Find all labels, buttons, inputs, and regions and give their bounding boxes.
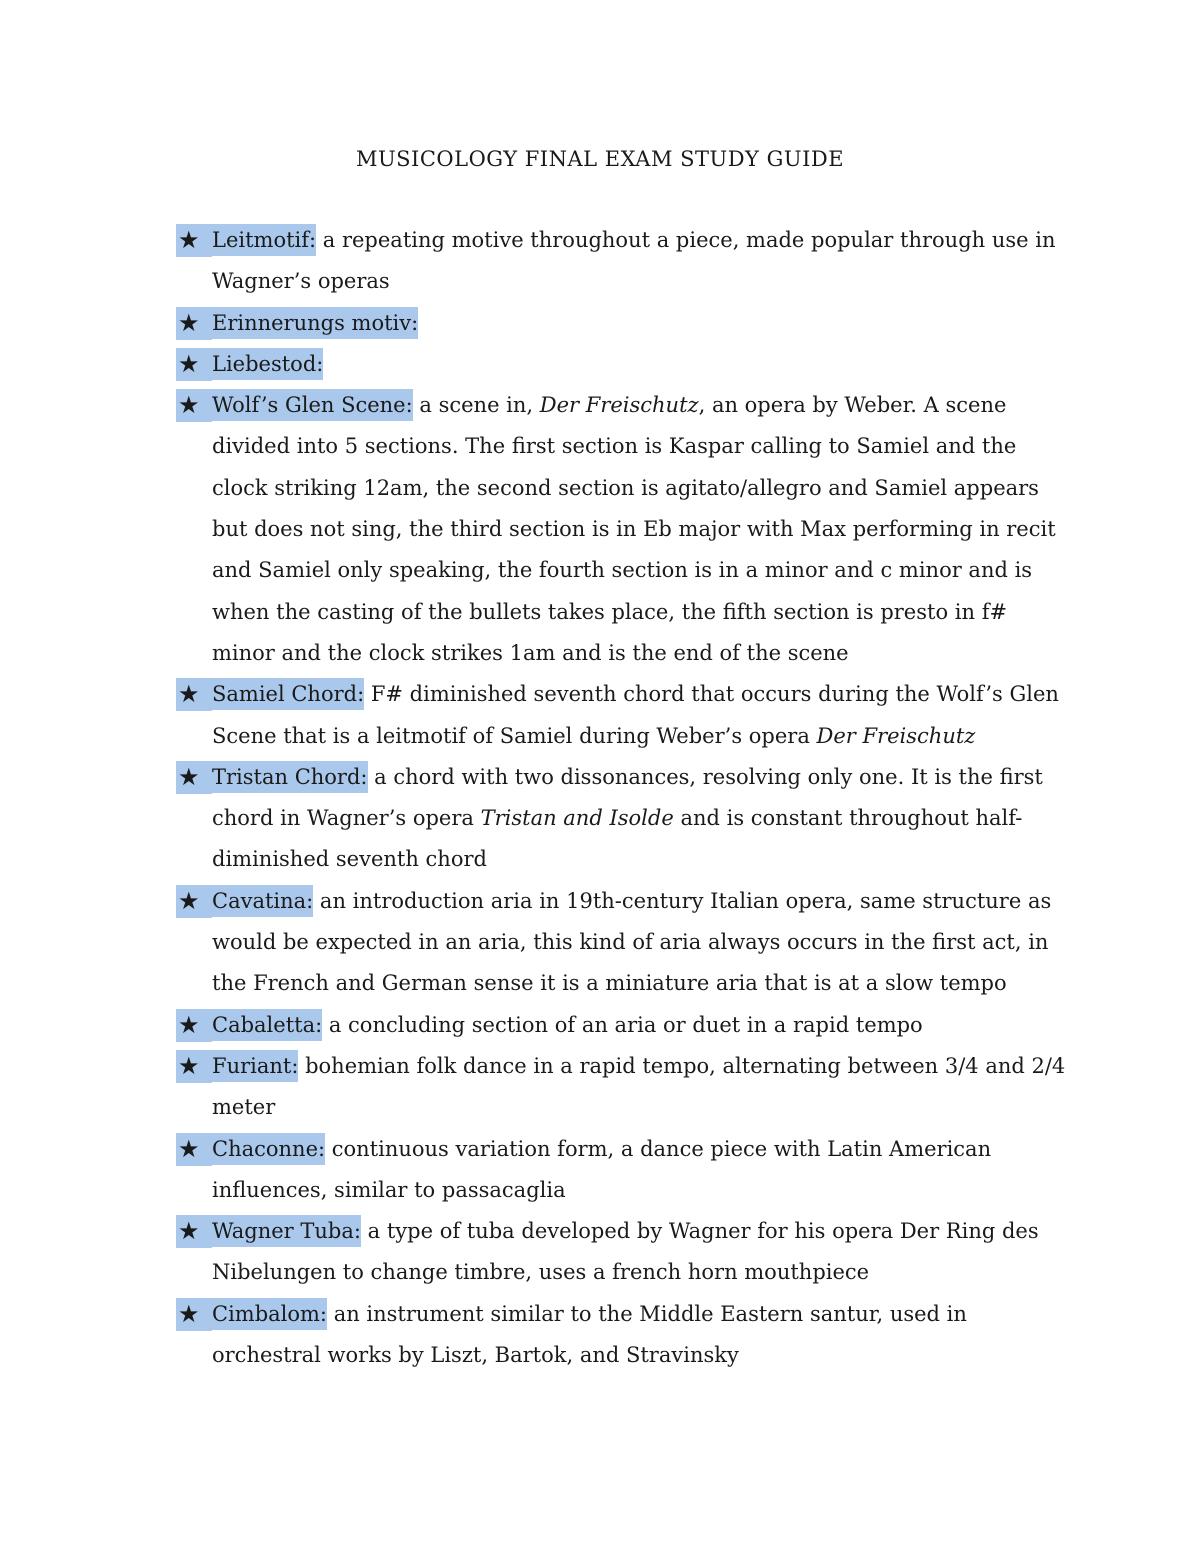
list-item-samiel-chord [176,674,1076,757]
term-label: Furiant: [212,1050,298,1082]
term-definition-part: a chord with two dissonances, resolving only one. It is the first chord in Wagner’s opera [212,764,1043,831]
term-label: Cabaletta: [212,1009,322,1041]
list-item-wolfs-glen-scene [176,385,1076,674]
opera-title: Der Freischutz [816,723,976,748]
list-item-erinnerungs-motiv [176,303,1076,344]
term-label: Erinnerungs motiv: [212,307,418,339]
term-definition-part: and is constant throughout half-diminished seventh chord [212,806,1023,872]
opera-title: Der Freischutz [539,393,699,418]
list-item-chaconne [176,1129,1076,1212]
star-bullet-icon: ★ [176,1009,212,1042]
opera-title: Tristan and Isolde [480,806,674,831]
term-label: Samiel Chord: [212,678,364,710]
term-definition: an introduction aria in 19th-century Italian opera, same structure as would be expected in an aria, this kind of aria always occurs in the first act, in the French and German sense it is a miniature aria that is at a slow tempo [212,888,1052,996]
term-definition: a concluding section of an aria or duet in a rapid tempo [322,1012,923,1037]
list-item-furiant [176,1046,1076,1129]
term-definition: a type of tuba developed by Wagner for his opera Der Ring des Nibelungen to change timbre, uses a french horn mouthpiece [212,1219,1039,1285]
term-label: Tristan Chord: [212,761,368,793]
term-label: Liebestod: [212,348,323,380]
list-item-leitmotif [176,220,1076,303]
list-item-cimbalom [176,1294,1076,1377]
term-definition-part: a scene in, [412,393,540,418]
star-bullet-icon: ★ [176,885,212,918]
term-definition: a repeating motive throughout a piece, made popular through use in Wagner’s operas [212,228,1056,294]
star-bullet-icon: ★ [176,307,212,340]
star-bullet-icon: ★ [176,389,212,422]
term-list [176,220,1076,1376]
list-item-tristan-chord [176,757,1076,881]
term-definition: an instrument similar to the Middle Eastern santur, used in orchestral works by Liszt, Bartok, and Stravinsky [212,1301,967,1368]
list-item-cavatina [176,881,1076,1005]
star-bullet-icon: ★ [176,1133,212,1166]
star-bullet-icon: ★ [176,678,212,711]
star-bullet-icon: ★ [176,1298,212,1331]
star-bullet-icon: ★ [176,1215,212,1248]
term-label: Chaconne: [212,1133,325,1165]
star-bullet-icon: ★ [176,348,212,381]
star-bullet-icon: ★ [176,224,212,257]
term-label: Wolf’s Glen Scene: [212,389,413,421]
star-bullet-icon: ★ [176,761,212,794]
list-item-cabaletta [176,1005,1076,1046]
term-definition: continuous variation form, a dance piece with Latin American influences, similar to passacaglia [212,1136,992,1202]
term-definition: bohemian folk dance in a rapid tempo, alternating between 3/4 and 2/4 meter [212,1053,1066,1120]
list-item-wagner-tuba [176,1211,1076,1294]
term-label: Cavatina: [212,885,313,917]
list-item-liebestod [176,344,1076,385]
term-label: Cimbalom: [212,1298,327,1330]
star-bullet-icon: ★ [176,1050,212,1083]
page-title: MUSICOLOGY FINAL EXAM STUDY GUIDE [355,147,845,171]
term-label: Wagner Tuba: [212,1215,361,1247]
term-definition-part: F# diminished seventh chord that occurs during the Wolf’s Glen Scene that is a leitmotif of Samiel during Weber’s opera [212,682,1059,748]
term-label: Leitmotif: [212,224,316,256]
term-definition-part: , an opera by Weber. A scene divided into 5 sections. The first section is Kaspar calling to Samiel and the clock striking 12am, the second section is agitato/allegro and Samiel appears but does not sing, the third section is in Eb major with Max performing in recit and Samiel only speaking, the fourth section is in a minor and c minor and is when the casting of the bullets takes place, the fifth section is presto in f# minor and the clock strikes 1am and is the end of the scene [212,393,1056,665]
